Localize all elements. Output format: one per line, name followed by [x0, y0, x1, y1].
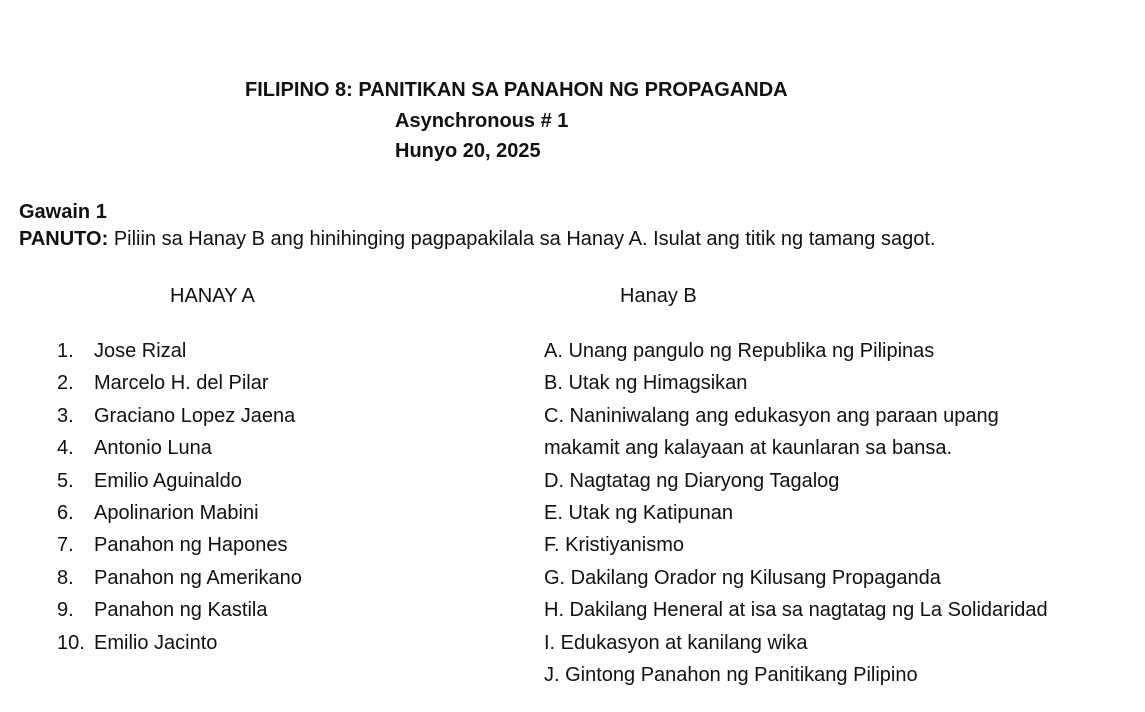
item-number: 6. — [57, 501, 74, 524]
item-number: 5. — [57, 469, 74, 492]
item-number: 2. — [57, 372, 74, 395]
column-b-header: Hanay B — [620, 285, 697, 307]
hanay-b-list — [544, 341, 1048, 697]
list-item: A. Unang pangulo ng Republika ng Pilipinas — [544, 340, 935, 362]
item-number: 1. — [57, 340, 74, 362]
document-date: Hunyo 20, 2025 — [395, 140, 541, 162]
list-item: J. Gintong Panahon ng Panitikang Pilipino — [544, 663, 918, 686]
list-item: makamit ang kalayaan at kaunlaran sa bansa. — [544, 437, 953, 460]
instruction-text: Piliin sa Hanay B ang hinihinging pagpapakilala sa Hanay A. Isulat ang titik ng tamang sagot. — [108, 228, 936, 250]
item-number: 7. — [57, 534, 74, 557]
document-subtitle: Asynchronous # 1 — [395, 110, 569, 132]
item-text: Emilio Aguinaldo — [94, 469, 242, 492]
list-item: C. Naniniwalang ang edukasyon ang paraan upang — [544, 404, 999, 427]
item-text: Antonio Luna — [94, 437, 212, 460]
column-a-header: HANAY A — [170, 285, 255, 307]
activity-label: Gawain 1 — [19, 201, 107, 223]
item-number: 3. — [57, 404, 74, 427]
list-item: B. Utak ng Himagsikan — [544, 372, 748, 395]
item-number: 8. — [57, 566, 74, 589]
list-item: F. Kristiyanismo — [544, 534, 685, 557]
item-text: Graciano Lopez Jaena — [94, 404, 296, 427]
item-text: Apolinarion Mabini — [94, 501, 259, 524]
item-text: Jose Rizal — [94, 340, 187, 362]
document-title: FILIPINO 8: PANITIKAN SA PANAHON NG PROPAGANDA — [245, 79, 788, 101]
item-text: Panahon ng Hapones — [94, 534, 288, 557]
item-number: 9. — [57, 599, 74, 622]
list-item: H. Dakilang Heneral at isa sa nagtatag ng La Solidaridad — [544, 599, 1048, 622]
item-text: Panahon ng Amerikano — [94, 566, 302, 589]
item-text: Emilio Jacinto — [94, 631, 218, 654]
instruction-label: PANUTO: — [19, 228, 109, 250]
list-item: E. Utak ng Katipunan — [544, 501, 734, 524]
list-item: D. Nagtatag ng Diaryong Tagalog — [544, 469, 840, 492]
list-item: I. Edukasyon at kanilang wika — [544, 631, 808, 654]
instruction — [19, 229, 935, 249]
item-text: Marcelo H. del Pilar — [94, 372, 269, 395]
item-text: Panahon ng Kastila — [94, 599, 268, 622]
list-item: G. Dakilang Orador ng Kilusang Propaganda — [544, 566, 941, 589]
item-number: 4. — [57, 437, 74, 460]
item-number: 10. — [57, 631, 85, 654]
